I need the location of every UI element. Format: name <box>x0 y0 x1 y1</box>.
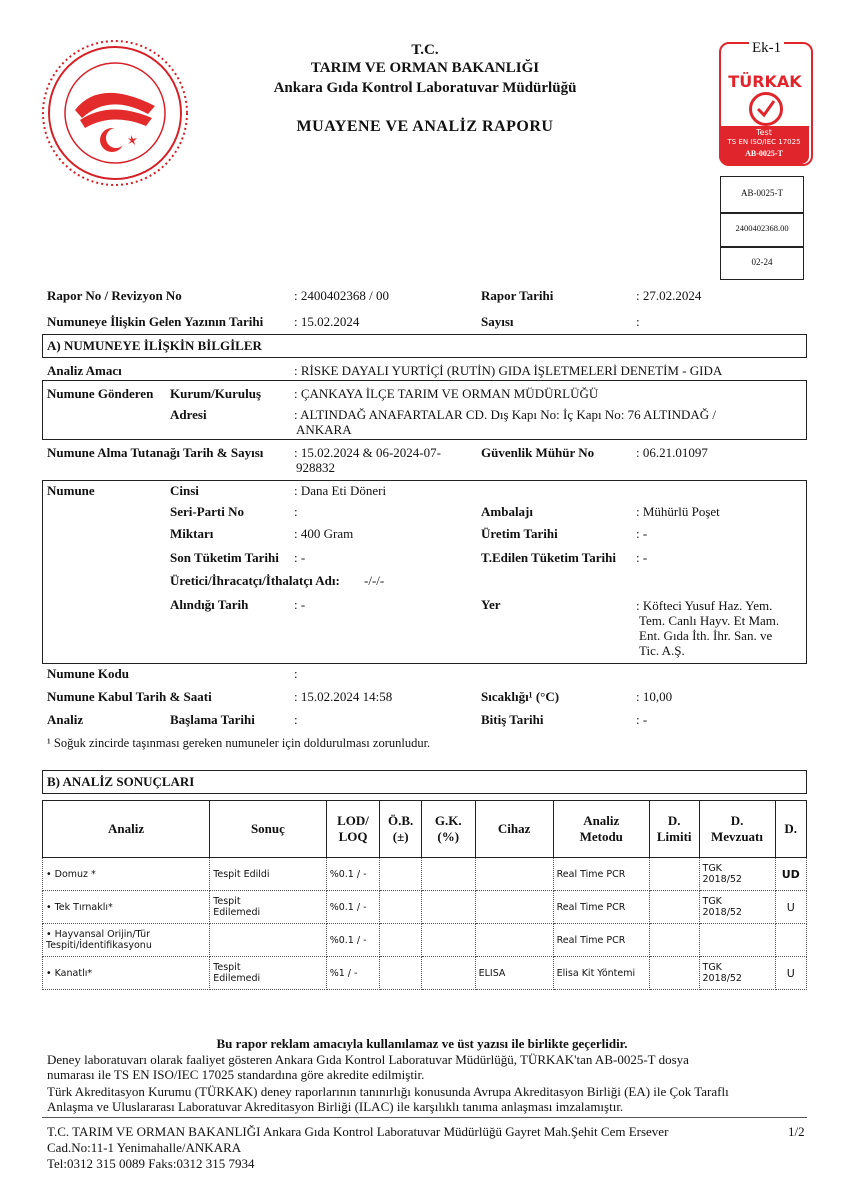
cell-limit <box>649 924 699 957</box>
cell-ob <box>380 858 422 891</box>
turkak-code: AB-0025-T <box>745 149 783 158</box>
bitis-label: Bitiş Tarihi <box>481 712 544 727</box>
cell-metod: Real Time PCR <box>553 858 649 891</box>
col-metod: Analiz Metodu <box>553 801 649 858</box>
cell-gk <box>421 957 475 990</box>
cell-mevzuat: TGK 2018/52 <box>699 891 775 924</box>
cell-metod: Real Time PCR <box>553 924 649 957</box>
cell-sonuc: Tespit Edilemedi <box>210 957 327 990</box>
cell-analiz: • Tek Tırnaklı* <box>43 891 210 924</box>
cell-d <box>775 924 807 957</box>
checkmark-icon <box>749 92 783 126</box>
cell-analiz: • Kanatlı* <box>43 957 210 990</box>
table-row <box>43 924 807 957</box>
ambalaj-label: Ambalajı <box>481 504 533 519</box>
seri-label: Seri-Parti No <box>170 504 245 519</box>
cell-gk <box>421 858 475 891</box>
cell-d: U <box>775 957 807 990</box>
cell-cihaz <box>475 924 553 957</box>
cell-limit <box>649 891 699 924</box>
cell-ob <box>380 957 422 990</box>
cell-metod: Real Time PCR <box>553 891 649 924</box>
cell-mevzuat <box>699 924 775 957</box>
cell-ob <box>380 924 422 957</box>
cell-ob <box>380 891 422 924</box>
table-row <box>43 891 807 924</box>
numune-kodu-label: Numune Kodu <box>47 666 129 681</box>
cinsi-label: Cinsi <box>170 483 199 498</box>
stamp-box-2: 2400402368.00 <box>720 212 804 248</box>
sayisi-label: Sayısı <box>481 314 514 329</box>
alindigi-label: Alındığı Tarih <box>170 597 249 612</box>
col-d: D. <box>775 801 807 858</box>
header-tc: T.C. <box>411 42 439 58</box>
cell-lod: %0.1 / - <box>326 858 380 891</box>
cell-analiz: • Hayvansal Orijin/Tür Tespiti/İdentifikasyonu <box>43 924 210 957</box>
col-ob: Ö.B. (±) <box>380 801 422 858</box>
report-title: MUAYENE VE ANALİZ RAPORU <box>296 118 554 135</box>
turkak-test: Test <box>756 128 772 137</box>
baslama-value: : <box>294 712 298 727</box>
kurum-label: Kurum/Kuruluş <box>170 386 262 401</box>
cell-analiz: • Domuz * <box>43 858 210 891</box>
sicaklik-label: Sıcaklığı¹ (°C) <box>481 689 560 704</box>
cell-gk <box>421 891 475 924</box>
col-limit: D. Limiti <box>649 801 699 858</box>
footer-para1: Deney laboratuvarı olarak faaliyet gösteren Ankara Gıda Kontrol Laboratuvar Müdürlüğü, TÜRKAK'tan AB-0025-T dosya numarası ile TS EN ISO/IEC 17025 standardına göre akredite edilmiştir. <box>47 1052 689 1082</box>
analiz-amaci-value: : RİSKE DAYALI YURTİÇİ (RUTİN) GIDA İŞLETMELERİ DENETİM - GIDA <box>294 363 723 378</box>
uretici-label: Üretici/İhracatçı/İthalatçı Adı: <box>170 573 340 588</box>
baslama-label: Başlama Tarihi <box>170 712 255 727</box>
cinsi-value: : Dana Eti Döneri <box>294 483 387 498</box>
results-table <box>42 800 807 990</box>
turkak-standard: TS EN ISO/IEC 17025 <box>727 138 801 146</box>
cell-sonuc: Tespit Edilemedi <box>210 891 327 924</box>
tutanak-value-1: : 15.02.2024 & 06-2024-07- <box>294 445 441 460</box>
yazi-tarihi-label: Numuneye İlişkin Gelen Yazının Tarihi <box>47 314 264 329</box>
t-edilen-value: : - <box>636 550 648 565</box>
ambalaj-value: : Mühürlü Poşet <box>636 504 720 519</box>
cell-cihaz: ELISA <box>475 957 553 990</box>
cell-mevzuat: TGK 2018/52 <box>699 957 775 990</box>
rapor-tarihi-value: : 27.02.2024 <box>636 288 702 303</box>
stamp-box-3: 02-24 <box>720 246 804 280</box>
cell-gk <box>421 924 475 957</box>
uretim-value: : - <box>636 526 648 541</box>
table-row <box>43 957 807 990</box>
footer-bold-note: Bu rapor reklam amacıyla kullanılamaz ve üst yazısı ile birlikte geçerlidir. <box>216 1036 628 1051</box>
yer-value: : Köfteci Yusuf Haz. Yem. Tem. Canlı Hayv. Et Mam. Ent. Gıda İth. İhr. San. ve Tic. A.Ş. <box>636 598 780 658</box>
tutanak-label: Numune Alma Tutanağı Tarih & Sayısı <box>47 445 264 460</box>
kabul-label: Numune Kabul Tarih & Saati <box>47 689 212 704</box>
yazi-tarihi-value: : 15.02.2024 <box>294 314 360 329</box>
cell-sonuc <box>210 924 327 957</box>
bitis-value: : - <box>636 712 648 727</box>
kabul-value: : 15.02.2024 14:58 <box>294 689 393 704</box>
adresi-label: Adresi <box>170 407 207 422</box>
miktar-value: : 400 Gram <box>294 526 354 541</box>
sayisi-value: : <box>636 314 640 329</box>
ministry-seal <box>40 38 190 188</box>
table-row <box>43 858 807 891</box>
numune-label: Numune <box>47 483 95 498</box>
cell-mevzuat: TGK 2018/52 <box>699 858 775 891</box>
analiz-label: Analiz <box>47 712 84 727</box>
rapor-no-value: : 2400402368 / 00 <box>294 288 389 303</box>
section-b-header <box>42 770 807 794</box>
cell-limit <box>649 858 699 891</box>
uretim-label: Üretim Tarihi <box>481 526 558 541</box>
kurum-value: : ÇANKAYA İLÇE TARIM VE ORMAN MÜDÜRLÜĞÜ <box>294 386 599 401</box>
header-lab: Ankara Gıda Kontrol Laboratuvar Müdürlüğü <box>273 80 577 96</box>
turkak-badge <box>719 42 811 166</box>
col-lod: LOD/ LOQ <box>326 801 380 858</box>
uretici-value: -/-/- <box>364 573 385 588</box>
turkak-brand: TÜRKAK <box>728 72 802 91</box>
page-number: 1/2 <box>788 1124 805 1139</box>
footer-divider <box>42 1117 807 1118</box>
cell-metod: Elisa Kit Yöntemi <box>553 957 649 990</box>
rapor-no-label: Rapor No / Revizyon No <box>47 288 182 303</box>
cell-d: UD <box>775 858 807 891</box>
alindigi-value: : - <box>294 597 306 612</box>
section-b-title: B) ANALİZ SONUÇLARI <box>47 774 195 789</box>
cell-cihaz <box>475 858 553 891</box>
stamp-box-1: AB-0025-T <box>720 176 804 214</box>
adresi-value-2: ANKARA <box>296 422 352 437</box>
seri-value: : <box>294 504 298 519</box>
col-sonuc: Sonuç <box>210 801 327 858</box>
cell-d: U <box>775 891 807 924</box>
muhur-value: : 06.21.01097 <box>636 445 708 460</box>
cell-lod: %1 / - <box>326 957 380 990</box>
footer-address: T.C. TARIM VE ORMAN BAKANLIĞI Ankara Gıda Kontrol Laboratuvar Müdürlüğü Gayret Mah.Şehit Cem Ersever Cad.No:11-1 Yenimahalle/ANKARA Tel:0312 315 0089 Faks:0312 315 7934 <box>47 1124 669 1171</box>
cell-sonuc: Tespit Edildi <box>210 858 327 891</box>
col-analiz: Analiz <box>43 801 210 858</box>
t-edilen-label: T.Edilen Tüketim Tarihi <box>481 550 616 565</box>
adresi-value-1: : ALTINDAĞ ANAFARTALAR CD. Dış Kapı No: İç Kapı No: 76 ALTINDAĞ / <box>294 407 716 422</box>
tutanak-value-2: 928832 <box>296 460 335 475</box>
col-gk: G.K. (%) <box>421 801 475 858</box>
muhur-label: Güvenlik Mühür No <box>481 445 595 460</box>
col-mevzuat: D. Mevzuatı <box>699 801 775 858</box>
section-a-header <box>42 334 807 358</box>
cell-cihaz <box>475 891 553 924</box>
son-tuketim-label: Son Tüketim Tarihi <box>170 550 279 565</box>
sicaklik-value: : 10,00 <box>636 689 673 704</box>
cell-lod: %0.1 / - <box>326 924 380 957</box>
cell-lod: %0.1 / - <box>326 891 380 924</box>
son-tuketim-value: : - <box>294 550 306 565</box>
footer-para2: Türk Akreditasyon Kurumu (TÜRKAK) deney raporlarının tanınırlığı konusunda Avrupa Akreditasyon Birliği (EA) ile Çok Taraflı Anlaşma ve Uluslararası Laboratuvar Akreditasyon Birliği (ILAC) ile karşılıklı tanıma anlaşması imzalamıştır. <box>47 1084 729 1114</box>
yer-label: Yer <box>481 597 501 612</box>
header-ministry: TARIM VE ORMAN BAKANLIĞI <box>310 60 540 76</box>
miktar-label: Miktarı <box>170 526 214 541</box>
numune-kodu-value: : <box>294 666 298 681</box>
section-a-title: A) NUMUNEYE İLİŞKİN BİLGİLER <box>47 338 262 353</box>
col-cihaz: Cihaz <box>475 801 553 858</box>
footnote: ¹ Soğuk zincirde taşınması gereken numuneler için doldurulması zorunludur. <box>47 736 431 750</box>
gonderen-label: Numune Gönderen <box>47 386 154 401</box>
ek-label: Ek-1 <box>749 40 784 57</box>
rapor-tarihi-label: Rapor Tarihi <box>481 288 554 303</box>
analiz-amaci-label: Analiz Amacı <box>47 363 122 378</box>
cell-limit <box>649 957 699 990</box>
